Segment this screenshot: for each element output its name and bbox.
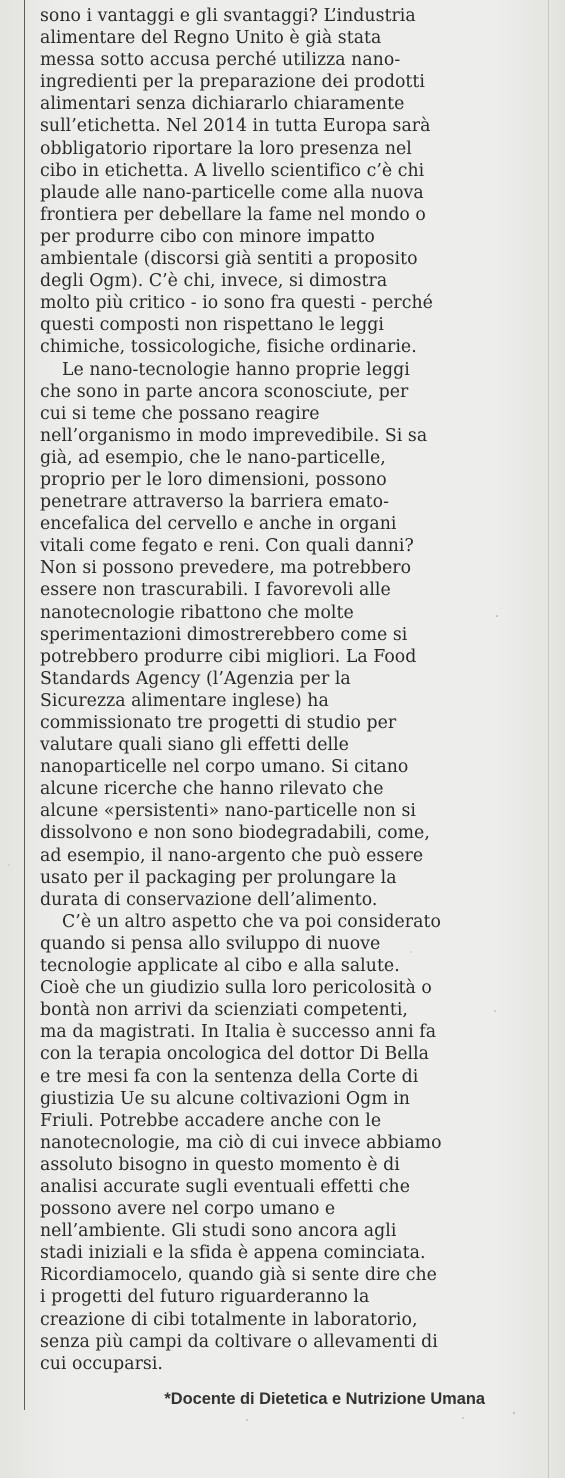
paragraph-start-line: Le nano-tecnologie hanno proprie leggi bbox=[62, 359, 410, 380]
article-line: proprio per le loro dimensioni, possono bbox=[40, 469, 387, 490]
article-line: e tre mesi fa con la sentenza della Corte di bbox=[40, 1066, 419, 1087]
article-line: Non si possono prevedere, ma potrebbero bbox=[40, 558, 412, 579]
article-line: stadi iniziali e la sfida è appena cominciata. bbox=[40, 1243, 426, 1264]
article-line: messa sotto accusa perché utilizza nano- bbox=[40, 50, 401, 71]
paragraph-start-line: C’è un altro aspetto che va poi considerato bbox=[62, 911, 441, 932]
article-line: frontiera per debellare la fame nel mondo o bbox=[40, 204, 426, 225]
article-line: degli Ogm). C’è chi, invece, si dimostra bbox=[40, 271, 388, 292]
article-line: analisi accurate sugli eventuali effetti che bbox=[40, 1176, 410, 1197]
article-line: nanoparticelle nel corpo umano. Si citano bbox=[40, 757, 409, 778]
article-line: che sono in parte ancora sconosciute, per bbox=[40, 381, 409, 402]
article-line: con la terapia oncologica del dottor Di Bella bbox=[40, 1044, 429, 1065]
article-body bbox=[40, 5, 510, 1375]
article-line: obbligatorio riportare la loro presenza nel bbox=[40, 138, 412, 159]
article-line: questi composti non rispettano le leggi bbox=[40, 315, 384, 336]
article-line: essere non trascurabili. I favorevoli alle bbox=[40, 580, 391, 601]
article-line: nell’organismo in modo imprevedibile. Si sa bbox=[40, 425, 428, 446]
article-line: ambientale (discorsi già sentiti a proposito bbox=[40, 249, 418, 270]
article-line: Ricordiamocelo, quando già si sente dire che bbox=[40, 1265, 437, 1286]
article-line: dissolvono e non sono biodegradabili, come, bbox=[40, 823, 430, 844]
article-line: cibo in etichetta. A livello scientifico c’è chi bbox=[40, 160, 425, 181]
article-line: sperimentazioni dimostrerebbero come si bbox=[40, 624, 408, 645]
article-line: quando si pensa allo sviluppo di nuove bbox=[40, 933, 381, 954]
article-line: ma da magistrati. In Italia è successo anni fa bbox=[40, 1022, 437, 1043]
article-line: alimentare del Regno Unito è già stata bbox=[40, 28, 382, 49]
article-line: penetrare attraverso la barriera emato- bbox=[40, 492, 389, 513]
article-line: tecnologie applicate al cibo e alla salute. bbox=[40, 956, 400, 977]
article-line: commissionato tre progetti di studio per bbox=[40, 713, 397, 733]
article-line: nanotecnologie, ma ciò di cui invece abbiamo bbox=[40, 1132, 442, 1153]
article-line: bontà non arrivi da scienziati competenti, bbox=[40, 1000, 408, 1021]
article-line: Cioè che un giudizio sulla loro pericolosità o bbox=[40, 978, 432, 999]
article-line: durata di conservazione dell’alimento. bbox=[40, 889, 378, 910]
article-line: Standards Agency (l’Agenzia per la bbox=[40, 668, 351, 689]
article-line: i progetti del futuro riguarderanno la bbox=[40, 1287, 370, 1308]
article-line: alcune «persistenti» nano-particelle non si bbox=[40, 801, 416, 822]
article-line: creazione di cibi totalmente in laboratorio, bbox=[40, 1309, 418, 1330]
article-line: plaude alle nano-particelle come alla nuova bbox=[40, 182, 424, 203]
article-line: cui occuparsi. bbox=[40, 1353, 163, 1374]
article-line: già, ad esempio, che le nano-particelle, bbox=[40, 447, 386, 468]
article-line: nanotecnologie ribattono che molte bbox=[40, 602, 354, 623]
article-line: Sicurezza alimentare inglese) ha bbox=[40, 690, 329, 711]
article-line: giustizia Ue su alcune coltivazioni Ogm in bbox=[40, 1088, 410, 1109]
article-line: usato per il packaging per prolungare la bbox=[40, 867, 397, 888]
article-line: sull’etichetta. Nel 2014 in tutta Europa sarà bbox=[40, 116, 431, 137]
article-line: senza più campi da coltivare o allevamenti di bbox=[40, 1331, 438, 1352]
article-line: sono i vantaggi e gli svantaggi? L’industria bbox=[40, 6, 416, 26]
author-signature: *Docente di Dietetica e Nutrizione Umana bbox=[164, 1390, 485, 1408]
article-line: possono avere nel corpo umano e bbox=[40, 1199, 336, 1220]
article-line: cui si teme che possano reagire bbox=[40, 403, 320, 424]
article-line: assoluto bisogno in questo momento è di bbox=[40, 1154, 400, 1175]
page-edge bbox=[548, 0, 549, 1478]
article-line: nell’ambiente. Gli studi sono ancora agli bbox=[40, 1221, 397, 1242]
article-line: molto più critico - io sono fra questi - perché bbox=[40, 293, 433, 314]
article-line: chimiche, tossicologiche, fisiche ordinarie. bbox=[40, 337, 417, 358]
article-line: ingredienti per la preparazione dei prodotti bbox=[40, 72, 425, 93]
article-line: vitali come fegato e reni. Con quali danni? bbox=[40, 536, 414, 557]
article-line: encefalica del cervello e anche in organi bbox=[40, 514, 397, 535]
article-line: potrebbero produrre cibi migliori. La Food bbox=[40, 646, 417, 667]
article-line: Friuli. Potrebbe accadere anche con le bbox=[40, 1110, 382, 1131]
article-line: per produrre cibo con minore impatto bbox=[40, 226, 375, 247]
article-line: alimentari senza dichiararlo chiaramente bbox=[40, 94, 405, 115]
column-rule bbox=[24, 0, 25, 1410]
article-line: alcune ricerche che hanno rilevato che bbox=[40, 779, 384, 800]
article-line: valutare quali siano gli effetti delle bbox=[40, 735, 349, 756]
article-line: ad esempio, il nano-argento che può essere bbox=[40, 845, 424, 866]
